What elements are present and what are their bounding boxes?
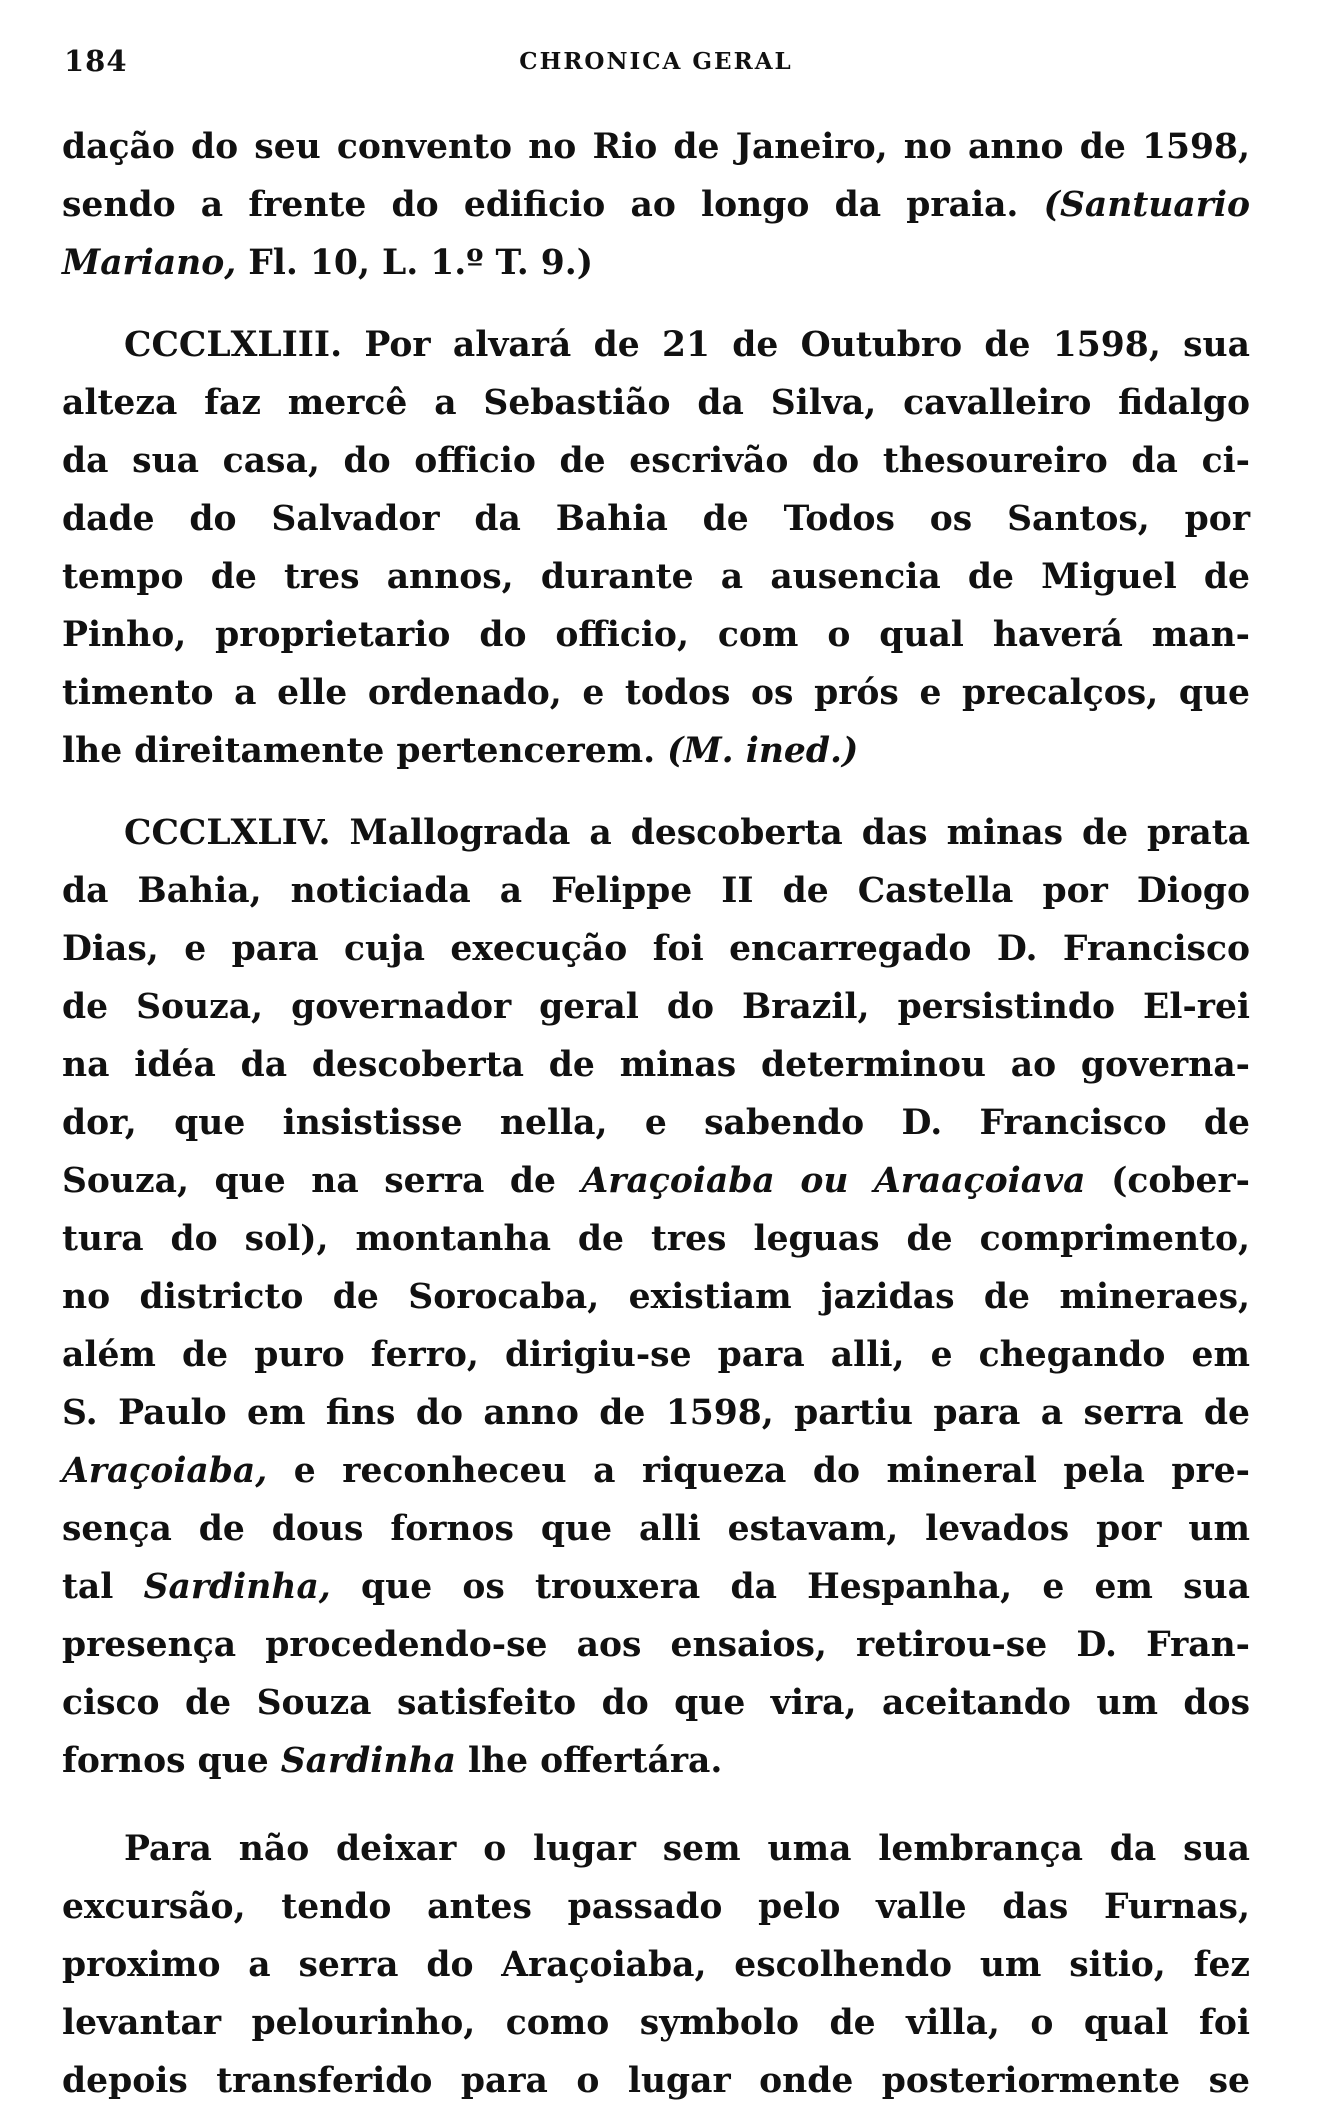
text-span: lhe offertára. bbox=[455, 1741, 723, 1781]
citation-m-ined: (M. ined.) bbox=[667, 731, 859, 771]
text-line bbox=[62, 722, 1250, 780]
text-line bbox=[62, 1732, 1250, 1790]
text-line: CCCLXLIV. Mallograda a descoberta das minas de prata bbox=[124, 813, 1250, 853]
running-title: CHRONICA GERAL bbox=[519, 48, 793, 75]
text-span: que os trouxera da Hespanha, e em sua bbox=[330, 1567, 1250, 1607]
text-span: fornos que bbox=[62, 1741, 281, 1781]
text-line: cisco de Souza satisfeito do que vira, aceitando um dos bbox=[62, 1683, 1250, 1723]
text-line: proximo a serra do Araçoiaba, escolhendo um sitio, fez bbox=[62, 1945, 1250, 1985]
text-span: e reconheceu a riqueza do mineral pela pre- bbox=[267, 1451, 1250, 1491]
text-line: excursão, tendo antes passado pelo valle das Furnas, bbox=[62, 1887, 1250, 1927]
text-line bbox=[62, 1558, 1250, 1616]
paragraph-ccclxliv bbox=[62, 804, 1250, 1790]
text-line: dação do seu convento no Rio de Janeiro, no anno de 1598, bbox=[62, 127, 1250, 167]
place-name-aracoiaba-variants: Araçoiaba ou Araaçoiava bbox=[581, 1161, 1086, 1201]
citation-mariano: Mariano, bbox=[62, 243, 237, 283]
text-line: presença procedendo-se aos ensaios, retirou-se D. Fran- bbox=[62, 1625, 1250, 1665]
text-line: Para não deixar o lugar sem uma lembrança da sua bbox=[124, 1829, 1250, 1869]
text-line: além de puro ferro, dirigiu-se para alli, e chegando em bbox=[62, 1335, 1250, 1375]
text-line: S. Paulo em fins do anno de 1598, partiu para a serra de bbox=[62, 1393, 1250, 1433]
text-span: lhe direitamente pertencerem. bbox=[62, 731, 668, 771]
text-line: tempo de tres annos, durante a ausencia de Miguel de bbox=[62, 557, 1250, 597]
text-line: Pinho, proprietario do officio, com o qual haverá man- bbox=[62, 615, 1250, 655]
text-line: de Souza, governador geral do Brazil, persistindo El-rei bbox=[62, 987, 1250, 1027]
person-name-sardinha: Sardinha, bbox=[143, 1567, 331, 1607]
text-span: (cober- bbox=[1085, 1161, 1250, 1201]
text-line: na idéa da descoberta de minas determinou ao governa- bbox=[62, 1045, 1250, 1085]
text-line bbox=[62, 1442, 1250, 1500]
text-line: CCCLXLIII. Por alvará de 21 de Outubro de 1598, sua bbox=[124, 325, 1250, 365]
person-name-sardinha: Sardinha bbox=[280, 1741, 456, 1781]
text-span: Souza, que na serra de bbox=[62, 1161, 582, 1201]
place-name-aracoiaba: Araçoiaba, bbox=[62, 1451, 268, 1491]
text-line: timento a elle ordenado, e todos os prós e precalços, que bbox=[62, 673, 1250, 713]
paragraph-ccclxliii bbox=[62, 316, 1250, 780]
text-line: dor, que insistisse nella, e sabendo D. Francisco de bbox=[62, 1103, 1250, 1143]
text-line: depois transferido para o lugar onde posteriormente se bbox=[62, 2061, 1250, 2101]
text-span: Fl. 10, L. 1.º T. 9.) bbox=[236, 243, 594, 283]
text-line: levantar pelourinho, como symbolo de villa, o qual foi bbox=[62, 2003, 1250, 2043]
text-line bbox=[62, 234, 1250, 292]
citation-santuario: (Santuario bbox=[1043, 185, 1250, 225]
text-line: da Bahia, noticiada a Felippe II de Castella por Diogo bbox=[62, 871, 1250, 911]
running-head bbox=[62, 44, 1250, 80]
text-line: Dias, e para cuja execução foi encarregado D. Francisco bbox=[62, 929, 1250, 969]
text-line: sença de dous fornos que alli estavam, levados por um bbox=[62, 1509, 1250, 1549]
text-line: alteza faz mercê a Sebastião da Silva, cavalleiro fidalgo bbox=[62, 383, 1250, 423]
page-number: 184 bbox=[64, 44, 128, 78]
paragraph-continuation bbox=[62, 118, 1250, 292]
body-text bbox=[62, 118, 1250, 2110]
text-line: da sua casa, do officio de escrivão do thesoureiro da ci- bbox=[62, 441, 1250, 481]
text-line: tura do sol), montanha de tres leguas de comprimento, bbox=[62, 1219, 1250, 1259]
text-span: sendo a frente do edificio ao longo da praia. bbox=[62, 185, 1044, 225]
text-line bbox=[62, 1152, 1250, 1210]
text-line: no districto de Sorocaba, existiam jazidas de mineraes, bbox=[62, 1277, 1250, 1317]
text-span: tal bbox=[62, 1567, 144, 1607]
text-line bbox=[62, 176, 1250, 234]
text-line: dade do Salvador da Bahia de Todos os Santos, por bbox=[62, 499, 1250, 539]
paragraph-pelourinho bbox=[62, 1820, 1250, 2110]
